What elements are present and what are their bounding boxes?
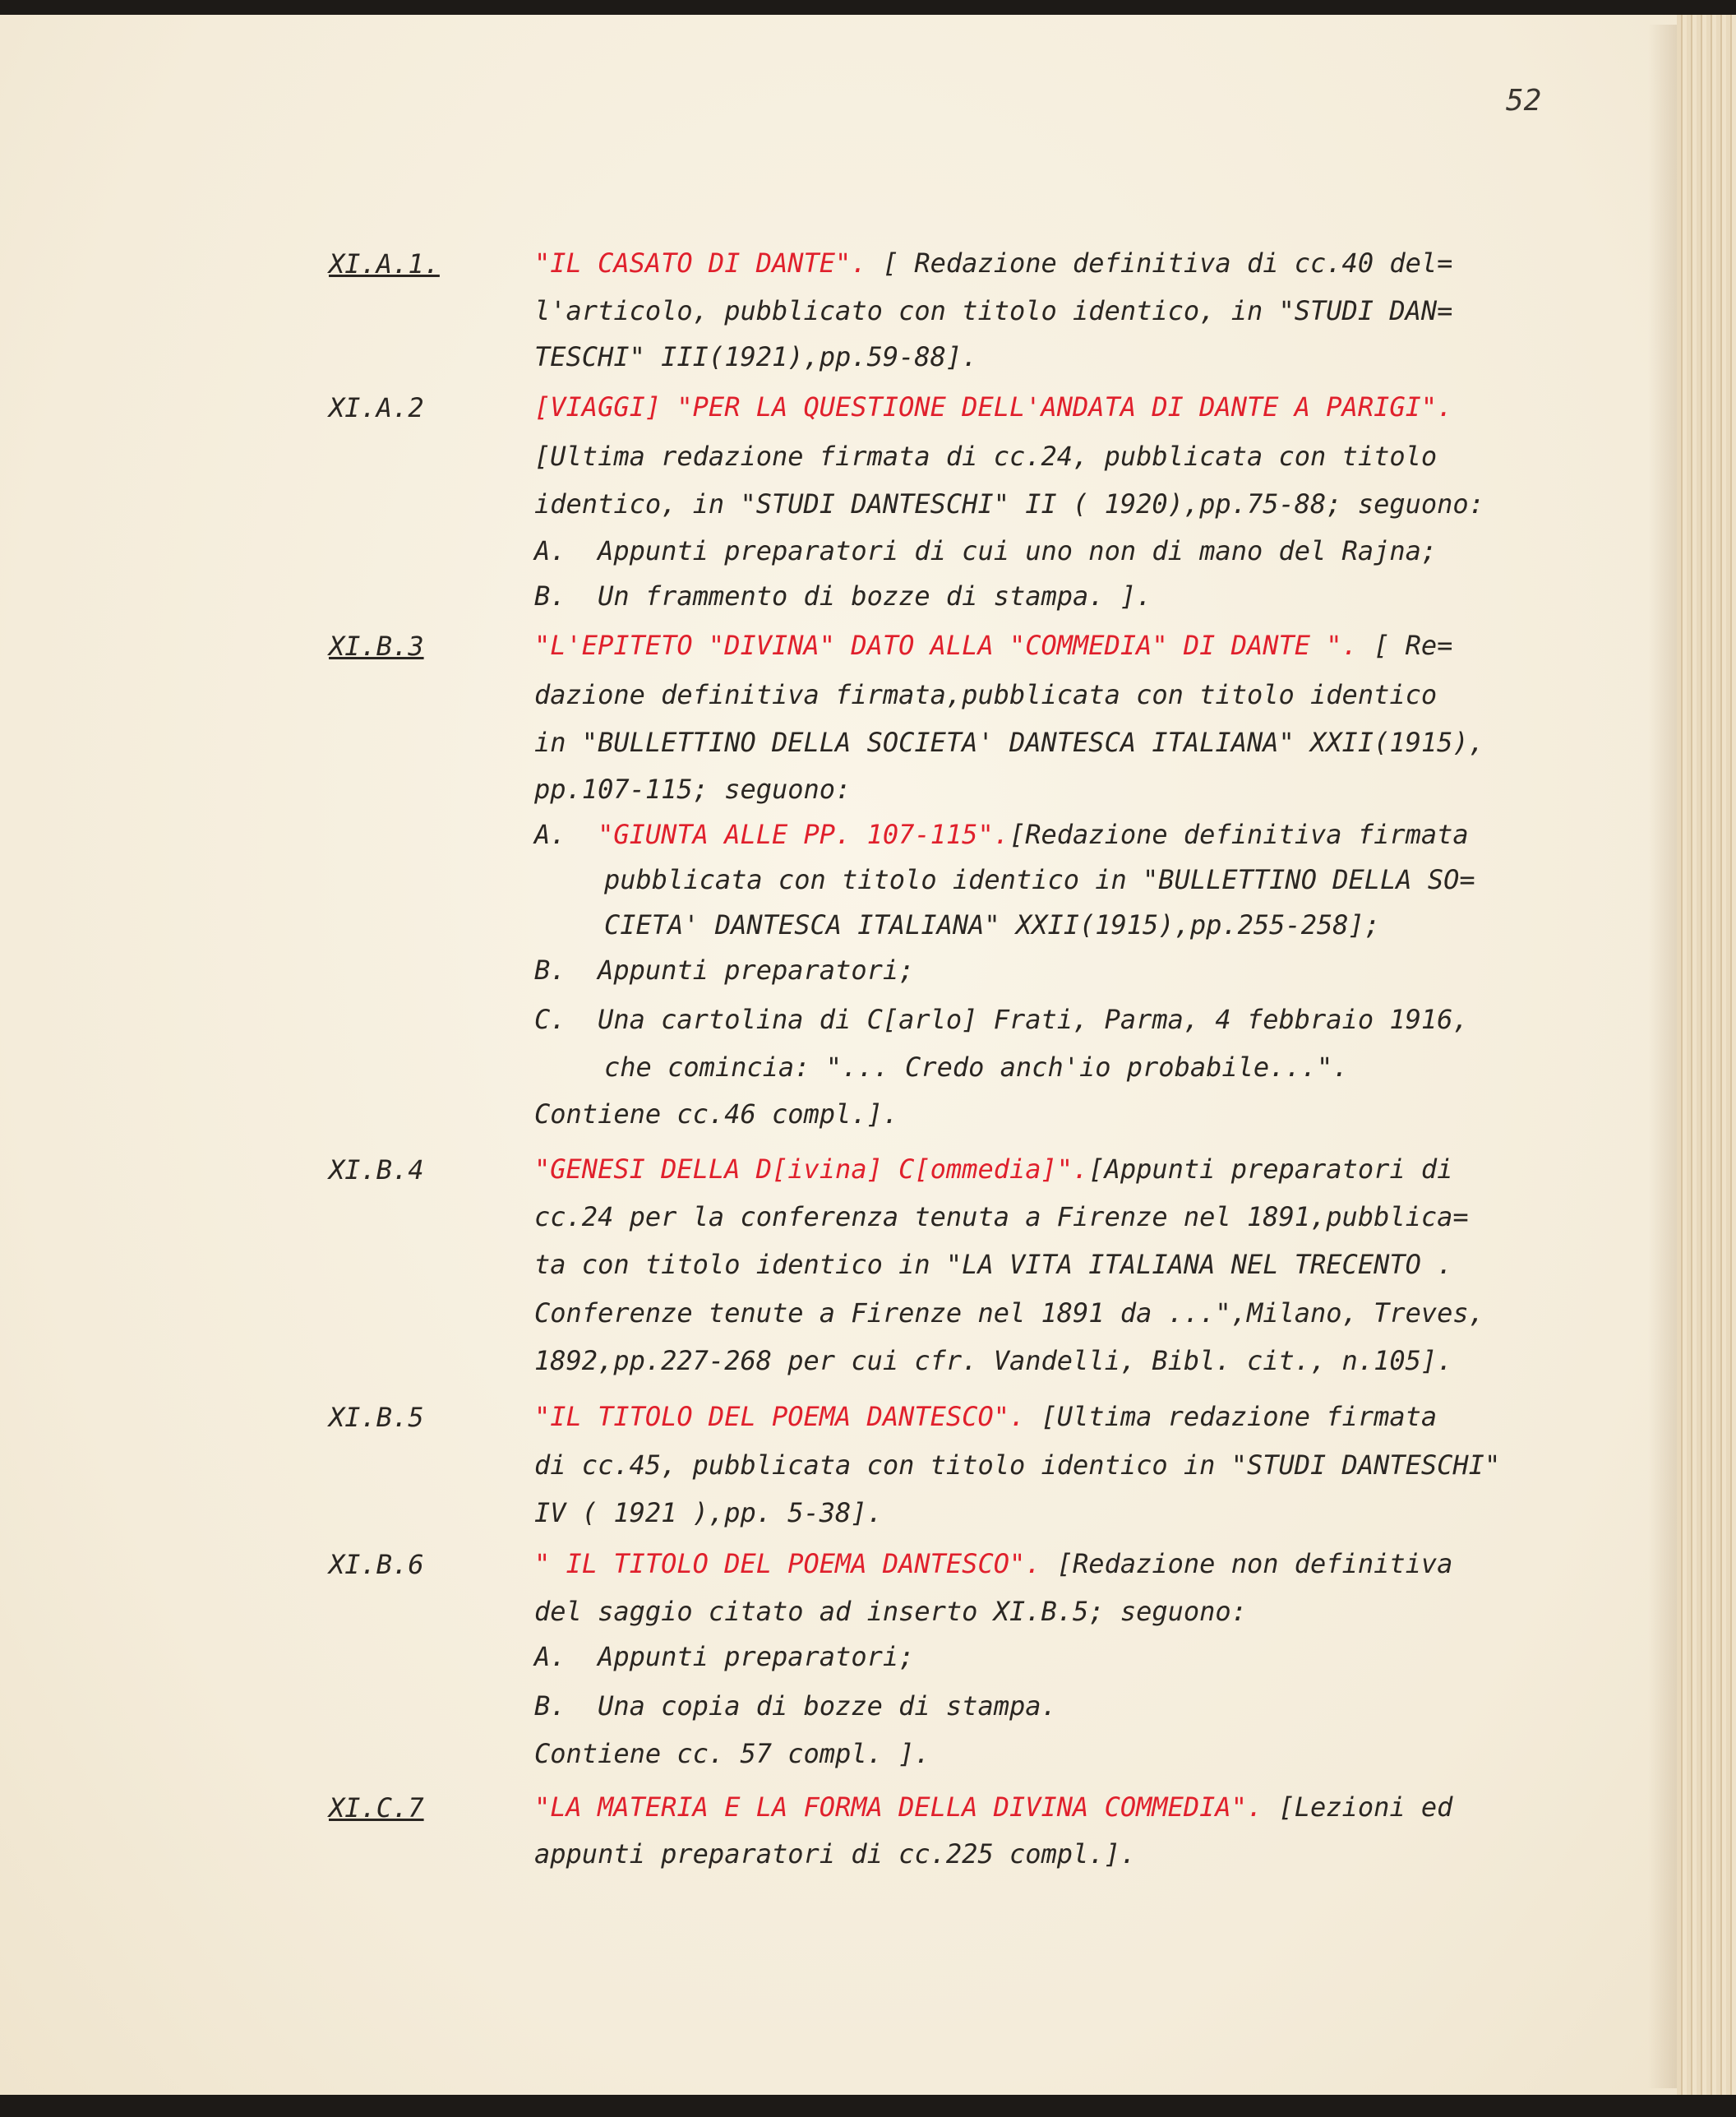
- entry-title: "GENESI DELLA D[ivina] C[ommedia]".: [534, 1153, 1089, 1185]
- entry-text: Contiene cc.46 compl.].: [534, 1098, 899, 1130]
- entry-text: appunti preparatori di cc.225 compl.].: [534, 1838, 1137, 1870]
- entry-text: [Ultima redazione firmata: [1025, 1401, 1438, 1432]
- entry-line: [534, 1200, 1469, 1233]
- entry-line: [604, 908, 1380, 941]
- entry-line: [534, 247, 1452, 280]
- entry-text: di cc.45, pubblicata con titolo identico in "STUDI DANTESCHI": [534, 1449, 1501, 1481]
- entry-text: ta con titolo identico in "LA VITA ITALIANA NEL TRECENTO .: [534, 1249, 1453, 1280]
- entry-line: [534, 629, 1452, 662]
- entry-text: pp.107-115; seguono:: [534, 774, 852, 805]
- entry-line: [534, 440, 1437, 473]
- entry-line: [534, 1737, 930, 1770]
- entry-code: XI.B.4: [329, 1154, 424, 1186]
- entry-line: [534, 1248, 1452, 1281]
- entry-text: cc.24 per la conferenza tenuta a Firenze nel 1891,pubblica=: [534, 1201, 1469, 1232]
- entry-line: [534, 773, 851, 806]
- entry-line: [534, 534, 1437, 567]
- entry-line: [534, 1153, 1452, 1186]
- entry-line: [534, 1689, 1057, 1722]
- entry-line: [534, 1547, 1452, 1580]
- entry-code: XI.A.1.: [329, 248, 440, 280]
- entry-line: [534, 818, 1469, 851]
- entry-text: CIETA' DANTESCA ITALIANA" XXII(1915),pp.255-258];: [604, 909, 1381, 941]
- entry-code: XI.B.5: [329, 1402, 424, 1433]
- entry-line: [534, 580, 1152, 612]
- entry-text: [Appunti preparatori di: [1088, 1153, 1453, 1185]
- entry-text: [Lezioni ed: [1263, 1791, 1453, 1823]
- entry-line: [534, 391, 1452, 423]
- entry-line: [534, 1640, 914, 1673]
- entry-text: [Redazione non definitiva: [1041, 1548, 1453, 1579]
- entry-line: [534, 1297, 1484, 1329]
- entry-text: l'articolo, pubblicato con titolo identico, in "STUDI DAN=: [534, 295, 1453, 326]
- entry-text: Conferenze tenute a Firenze nel 1891 da ...",Milano, Treves,: [534, 1297, 1484, 1329]
- entry-line: [534, 954, 914, 987]
- entry-text: [Redazione definitiva firmata: [1009, 819, 1469, 850]
- entry-code: XI.B.3: [329, 631, 424, 662]
- entry-line: [534, 294, 1452, 327]
- entry-line: [534, 726, 1484, 759]
- page-stack-edge: [1677, 15, 1736, 2095]
- entry-line: [534, 340, 977, 373]
- page-number: 52: [1506, 84, 1542, 118]
- entry-line: [534, 678, 1437, 711]
- entry-title: "IL CASATO DI DANTE".: [534, 247, 867, 279]
- entry-title: [VIAGGI] "PER LA QUESTIONE DELL'ANDATA DI DANTE A PARIGI".: [534, 391, 1453, 423]
- entry-line: [604, 1051, 1348, 1084]
- entry-text: [ Redazione definitiva di cc.40 del=: [866, 247, 1453, 279]
- entry-line: [534, 488, 1484, 520]
- entry-line: [534, 1003, 1469, 1036]
- entry-text: TESCHI" III(1921),pp.59-88].: [534, 341, 978, 372]
- entry-text: del saggio citato ad inserto XI.B.5; seguono:: [534, 1596, 1247, 1627]
- entry-title: "GIUNTA ALLE PP. 107-115".: [598, 819, 1009, 850]
- entry-text: C. Una cartolina di C[arlo] Frati, Parma, 4 febbraio 1916,: [534, 1004, 1469, 1035]
- entry-text: [ Re=: [1357, 630, 1453, 661]
- entry-title: "IL TITOLO DEL POEMA DANTESCO".: [534, 1401, 1026, 1432]
- page-shadow: [1648, 25, 1681, 2088]
- entry-text: 1892,pp.227-268 per cui cfr. Vandelli, Bibl. cit., n.105].: [534, 1345, 1453, 1376]
- entry-text: Contiene cc. 57 compl. ].: [534, 1738, 930, 1769]
- entry-text: pubblicata con titolo identico in "BULLETTINO DELLA SO=: [604, 864, 1475, 895]
- entry-text: che comincia: "... Credo anch'io probabile...".: [604, 1052, 1349, 1083]
- entry-title: "LA MATERIA E LA FORMA DELLA DIVINA COMMEDIA".: [534, 1791, 1263, 1823]
- entry-title: " IL TITOLO DEL POEMA DANTESCO".: [534, 1548, 1041, 1579]
- entry-line: [534, 1344, 1452, 1377]
- entry-code: XI.B.6: [329, 1549, 424, 1580]
- entry-line: [534, 1400, 1437, 1433]
- entry-line: [534, 1098, 898, 1130]
- entry-line: [534, 1791, 1452, 1823]
- entry-text: B. Appunti preparatori;: [534, 954, 915, 986]
- entry-text: B. Una copia di bozze di stampa.: [534, 1690, 1057, 1722]
- entry-line: [534, 1595, 1247, 1628]
- entry-text: B. Un frammento di bozze di stampa. ].: [534, 580, 1152, 612]
- entry-text: in "BULLETTINO DELLA SOCIETA' DANTESCA ITALIANA" XXII(1915),: [534, 727, 1484, 758]
- entry-text: dazione definitiva firmata,pubblicata con titolo identico: [534, 679, 1438, 710]
- entry-text: A. Appunti preparatori;: [534, 1641, 915, 1672]
- entry-code: XI.A.2: [329, 392, 424, 423]
- entry-title: "L'EPITETO "DIVINA" DATO ALLA "COMMEDIA" DI DANTE ".: [534, 630, 1358, 661]
- entry-text: identico, in "STUDI DANTESCHI" II ( 1920),pp.75-88; seguono:: [534, 488, 1484, 520]
- entry-line: [534, 1449, 1500, 1481]
- entry-code: XI.C.7: [329, 1792, 424, 1823]
- entry-text: A. Appunti preparatori di cui uno non di mano del Rajna;: [534, 535, 1438, 566]
- entry-line: [534, 1837, 1136, 1870]
- entry-line: [534, 1496, 883, 1529]
- entry-line: [604, 863, 1475, 896]
- list-marker: A.: [534, 819, 598, 850]
- entry-text: IV ( 1921 ),pp. 5-38].: [534, 1497, 883, 1528]
- entry-text: [Ultima redazione firmata di cc.24, pubblicata con titolo: [534, 441, 1438, 472]
